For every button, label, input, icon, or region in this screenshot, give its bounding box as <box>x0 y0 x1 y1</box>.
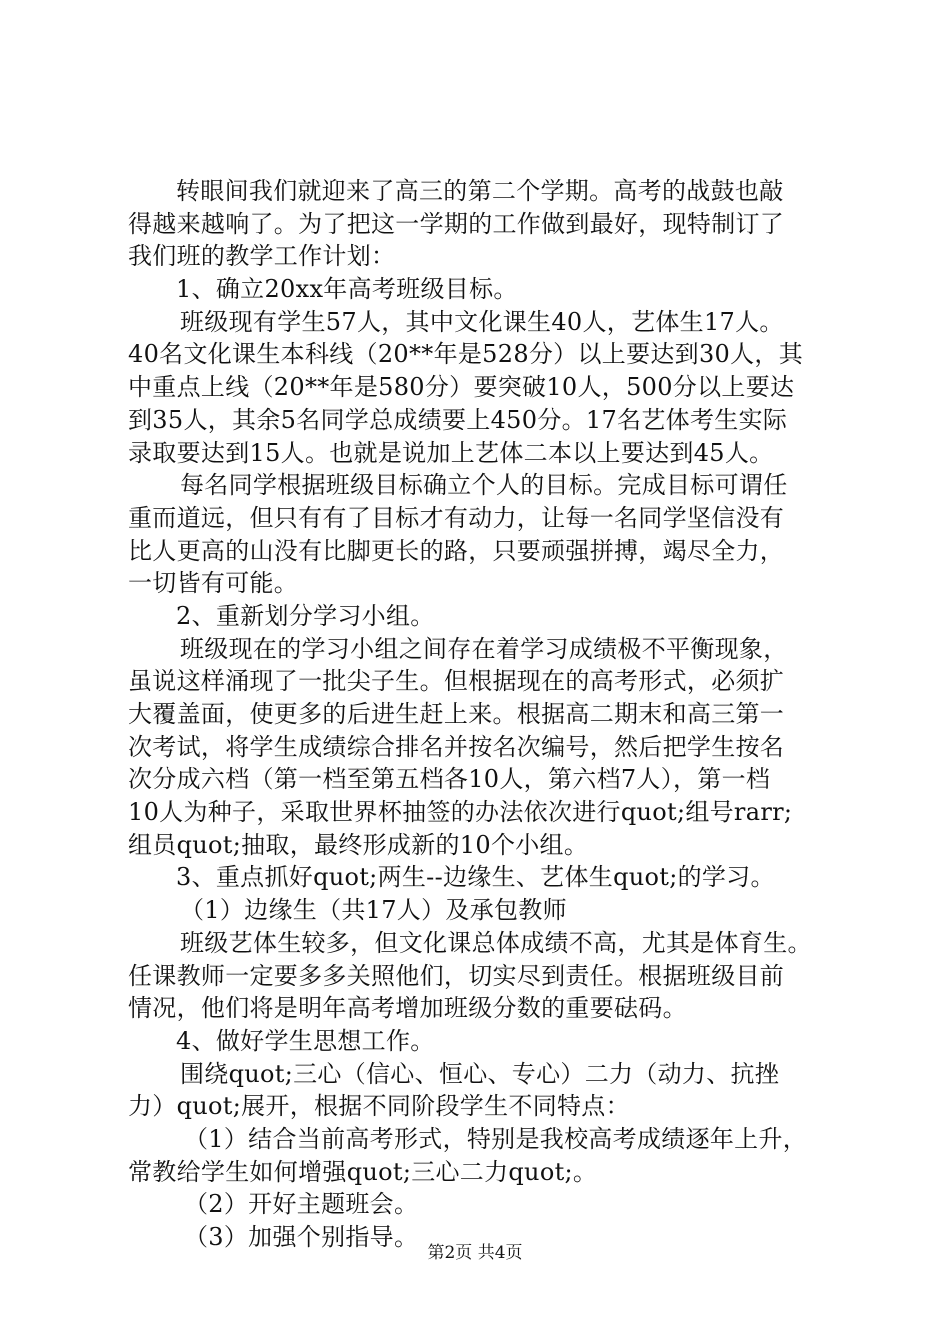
text-line: 录取要达到15人。也就是说加上艺体二本以上要达到45人。 <box>128 438 774 467</box>
text-line: 任课教师一定要多多关照他们，切实尽到责任。根据班级目前 <box>128 961 785 990</box>
text-line: （2）开好主题班会。 <box>184 1190 419 1219</box>
page-footer: 第2页 共4页 <box>427 1243 523 1263</box>
text-line: 3、重点抓好quot;两生--边缘生、艺体生quot;的学习。 <box>176 863 775 892</box>
text-line: 一切皆有可能。 <box>128 569 299 598</box>
text-line: （1）边缘生（共17人）及承包教师 <box>180 896 567 925</box>
text-line: 转眼间我们就迎来了高三的第二个学期。高考的战鼓也敲 <box>176 177 784 205</box>
text-line: 力）quot;展开，根据不同阶段学生不同特点： <box>128 1092 630 1121</box>
text-line: 虽说这样涌现了一批尖子生。但根据现在的高考形式，必须扩 <box>128 667 785 696</box>
text-line: 班级现有学生57人，其中文化课生40人，艺体生17人。 <box>180 307 784 336</box>
text-line: 班级现在的学习小组之间存在着学习成绩极不平衡现象， <box>180 634 788 663</box>
text-line: 1、确立20xx年高考班级目标。 <box>176 275 518 304</box>
text-line: 次考试，将学生成绩综合排名并按名次编号，然后把学生按名 <box>128 732 785 761</box>
text-line: 到35人，其余5名同学总成绩要上450分。17名艺体考生实际 <box>128 405 788 434</box>
text-line: 大覆盖面，使更多的后进生赶上来。根据高二期末和高三第一 <box>128 700 785 728</box>
text-line: 4、做好学生思想工作。 <box>176 1026 435 1055</box>
text-line: 10人为种子，采取世界杯抽签的办法依次进行quot;组号rarr; <box>128 798 793 827</box>
text-line: 组员quot;抽取，最终形成新的10个小组。 <box>128 830 589 859</box>
text-line: 情况，他们将是明年高考增加班级分数的重要砝码。 <box>128 994 687 1023</box>
text-line: 每名同学根据班级目标确立个人的目标。完成目标可谓任 <box>180 471 788 500</box>
text-line: 中重点上线（20**年是580分）要突破10人，500分以上要达 <box>128 373 795 402</box>
text-line: 2、重新划分学习小组。 <box>176 601 435 630</box>
text-line: 重而道远，但只有有了目标才有动力，让每一名同学坚信没有 <box>128 503 785 532</box>
text-line: 得越来越响了。为了把这一学期的工作做到最好，现特制订了 <box>128 209 785 238</box>
text-line: 我们班的教学工作计划： <box>128 242 396 271</box>
text-line: 班级艺体生较多，但文化课总体成绩不高，尤其是体育生。 <box>180 928 812 957</box>
text-line: 次分成六档（第一档至第五档各10人，第六档7人），第一档 <box>128 765 771 794</box>
document-body <box>128 175 834 1254</box>
text-line: （1）结合当前高考形式，特别是我校高考成绩逐年上升， <box>184 1124 808 1153</box>
text-line: 常教给学生如何增强quot;三心二力quot;。 <box>128 1157 598 1186</box>
text-line: 围绕quot;三心（信心、恒心、专心）二力（动力、抗挫 <box>180 1059 780 1088</box>
text-line: 40名文化课生本科线（20**年是528分）以上要达到30人，其 <box>128 340 804 369</box>
text-line: 比人更高的山没有比脚更长的路，只要顽强拼搏，竭尽全力， <box>128 536 785 565</box>
text-line: （3）加强个别指导。 <box>184 1223 419 1251</box>
